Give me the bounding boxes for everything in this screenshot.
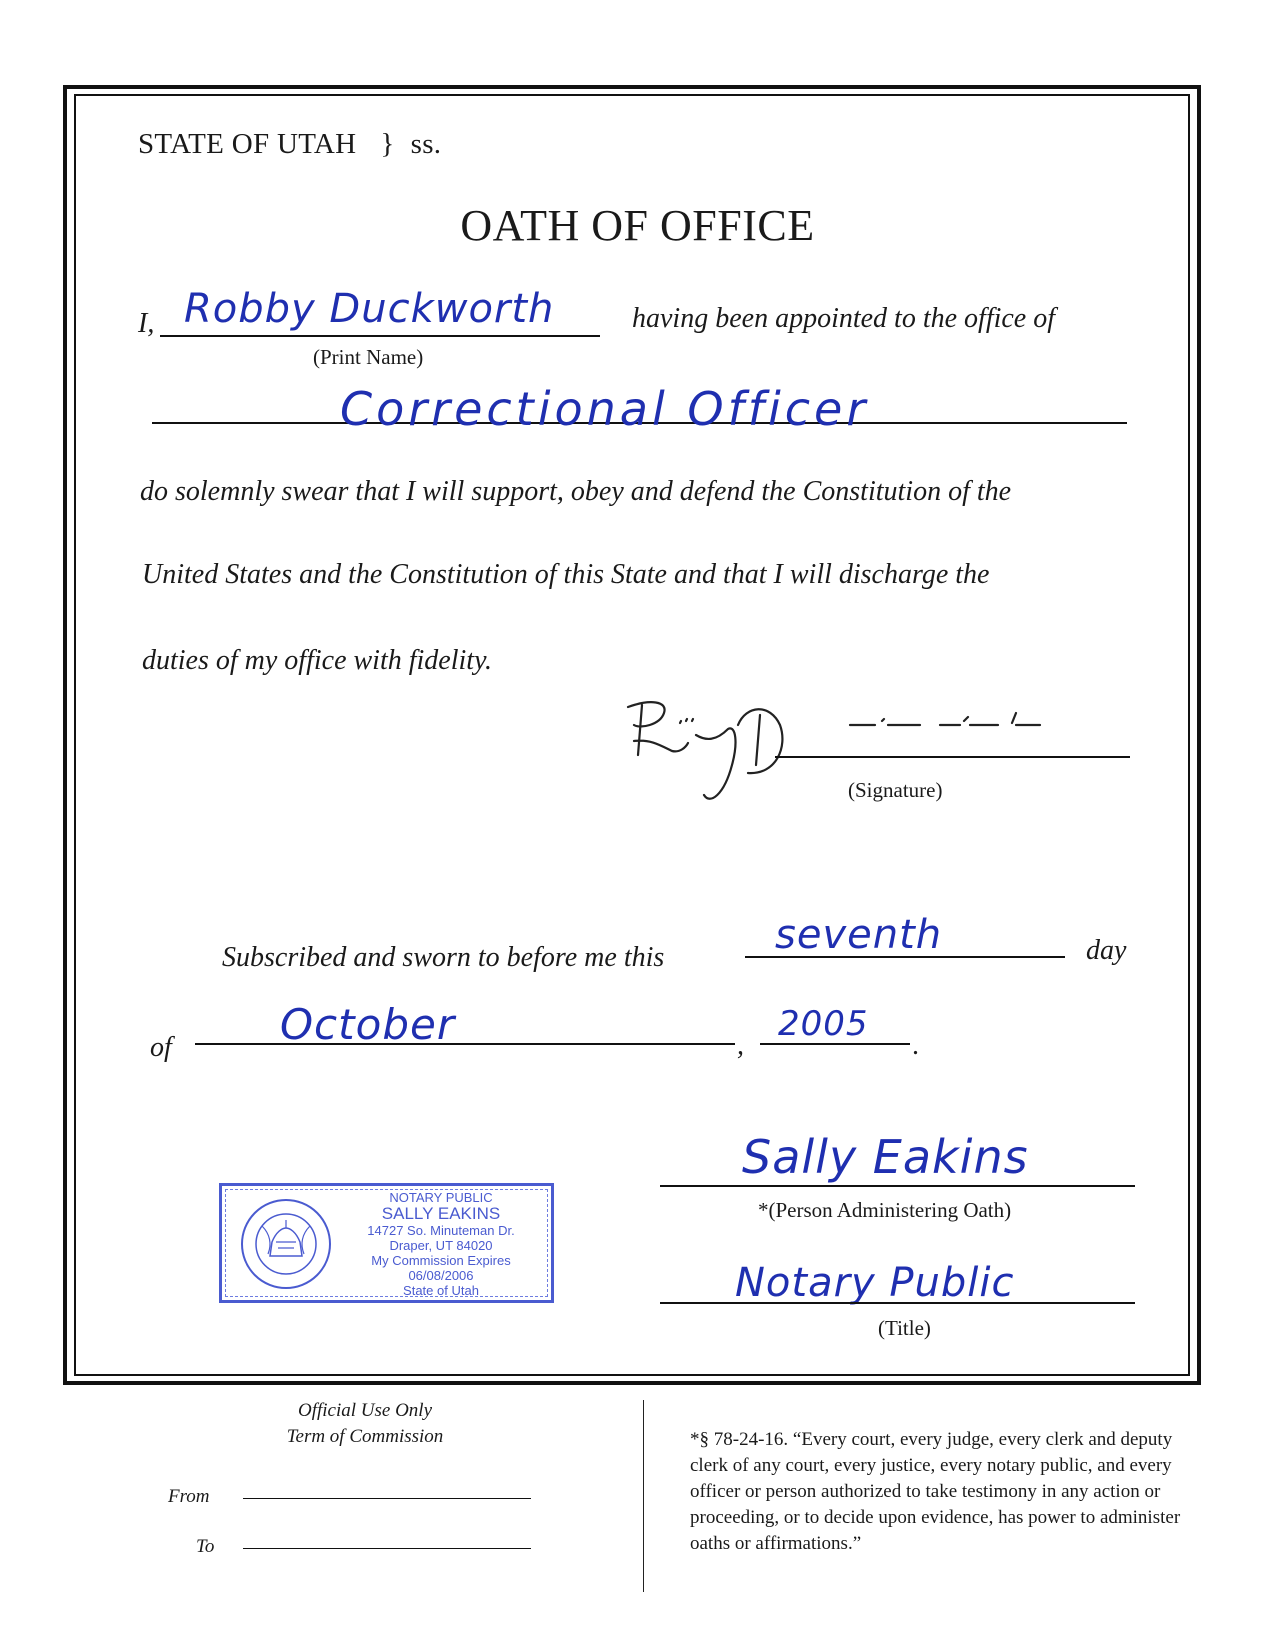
from-label: From [168,1486,210,1507]
of-label: of [150,1032,172,1063]
day-handwritten: seventh [775,912,943,958]
printed-name-handwritten: Robby Duckworth [184,286,555,332]
title-line [660,1302,1135,1304]
stamp-address-2: Draper, UT 84020 [389,1238,493,1253]
appointed-text: having been appointed to the office of [632,303,1056,334]
month-comma: , [737,1030,744,1061]
state-heading [138,128,441,161]
official-use-label: Official Use Only [297,1400,433,1421]
notary-signature: Sally Eakins [742,1130,1029,1184]
to-label: To [196,1536,215,1557]
title-handwritten: Notary Public [735,1260,1015,1306]
footer-divider [643,1400,644,1592]
month-handwritten: October [280,1000,456,1049]
state-brace: } [380,128,395,160]
stamp-notary-public: NOTARY PUBLIC [389,1190,493,1205]
term-of-commission-label: Term of Commission [286,1426,444,1447]
ss-label: ss. [410,128,442,160]
office-handwritten: Correctional Officer [340,382,870,436]
stamp-address-1: 14727 So. Minuteman Dr. [367,1223,515,1238]
administering-line [660,1185,1135,1187]
signature-label: (Signature) [848,778,943,802]
to-line [243,1548,531,1549]
signature-line [775,756,1130,758]
year-handwritten: 2005 [778,1004,869,1044]
stamp-name: SALLY EAKINS [381,1204,501,1223]
document-title: OATH OF OFFICE [460,201,815,250]
statute-footnote: *§ 78-24-16. “Every court, every judge, every clerk and deputy clerk of any court, every justice, every notary public, and every officer or person authorized to take testimony in any action or proceeding, or to decide upon evidence, has power to administer oaths or affirmations.” [690,1429,1181,1554]
oath-line-3: duties of my office with fidelity. [142,645,492,676]
print-name-label: (Print Name) [313,345,424,369]
administering-label: *(Person Administering Oath) [758,1198,1012,1222]
state-name: STATE OF UTAH [138,128,357,160]
oath-prefix: I, [138,308,155,339]
day-label: day [1086,935,1127,966]
stamp-state: State of Utah [403,1283,479,1298]
month-line [195,1043,735,1045]
title-label: (Title) [878,1316,931,1340]
year-period: . [912,1030,919,1061]
sworn-text: Subscribed and sworn to before me this [222,942,665,973]
name-line [160,335,600,337]
stamp-text [337,1190,545,1298]
stamp-commission: My Commission Expires 06/08/2006 [371,1253,511,1283]
notary-stamp [219,1183,554,1303]
state-seal-icon [240,1198,332,1290]
oath-line-1: do solemnly swear that I will support, obey and defend the Constitution of the [140,476,1012,507]
oath-line-2: United States and the Constitution of this State and that I will discharge the [142,559,990,590]
from-line [243,1498,531,1499]
